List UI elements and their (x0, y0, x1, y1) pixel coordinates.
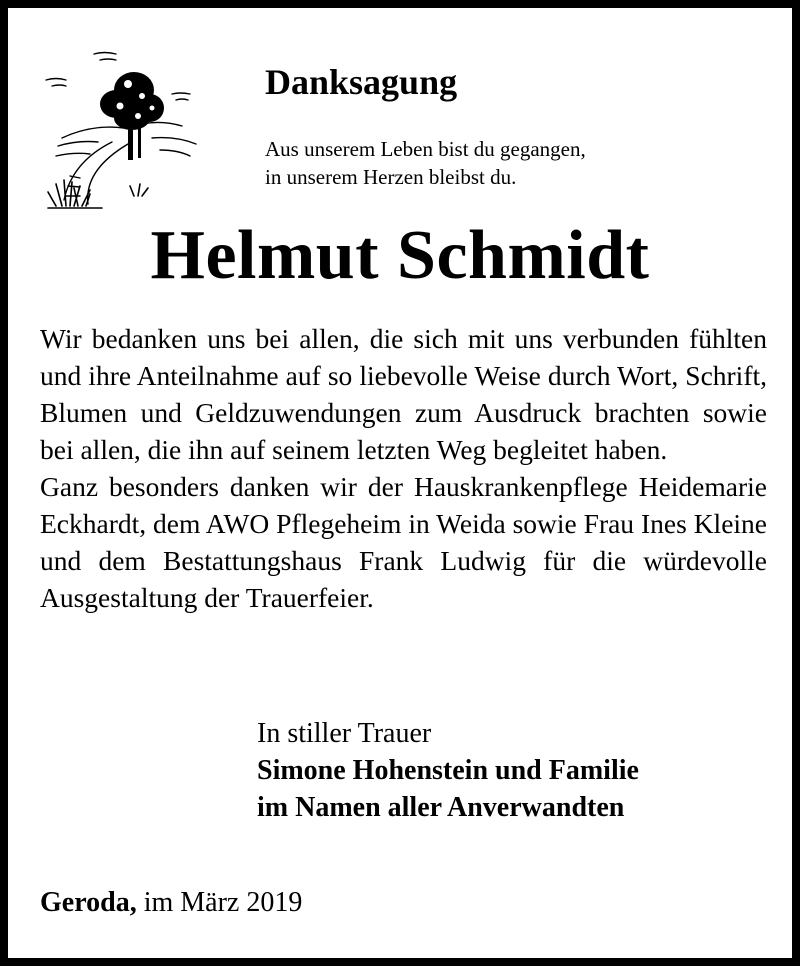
thank-you-paragraph: Wir bedanken uns bei allen, die sich mit uns verbunden fühlten und ihre Anteilnahme auf so liebevolle Weise durch Wort, Schrift, Blumen und Geldzuwendungen zum Ausdruck brachten sowie bei allen, die ihn auf seinem letzten Weg begleitet haben. (40, 323, 767, 465)
deceased-name: Helmut Schmidt (150, 217, 650, 294)
place-and-date (40, 885, 302, 921)
date: im März 2019 (143, 887, 303, 918)
thank-you-text (40, 320, 767, 616)
place: Geroda, (40, 887, 137, 918)
heading-danksagung: Danksagung (265, 62, 458, 102)
tree-landscape-icon (42, 46, 208, 212)
verse (265, 135, 586, 191)
closing-intro: In stiller Trauer (257, 718, 432, 749)
verse-line: Aus unserem Leben bist du gegangen, (265, 137, 586, 161)
signer-line: im Namen aller Anverwandten (257, 792, 625, 823)
thank-you-paragraph: Ganz besonders danken wir der Hauskrankenpflege Heidemarie Eckhardt, dem AWO Pflegeheim in Weida sowie Frau Ines Kleine und dem Bestattungshaus Frank Ludwig für die würdevolle Ausgestaltung der Trauerfeier. (40, 471, 767, 613)
closing-block (257, 715, 639, 826)
signer-line: Simone Hohenstein und Familie (257, 755, 639, 786)
verse-line: in unserem Herzen bleibst du. (265, 165, 517, 189)
